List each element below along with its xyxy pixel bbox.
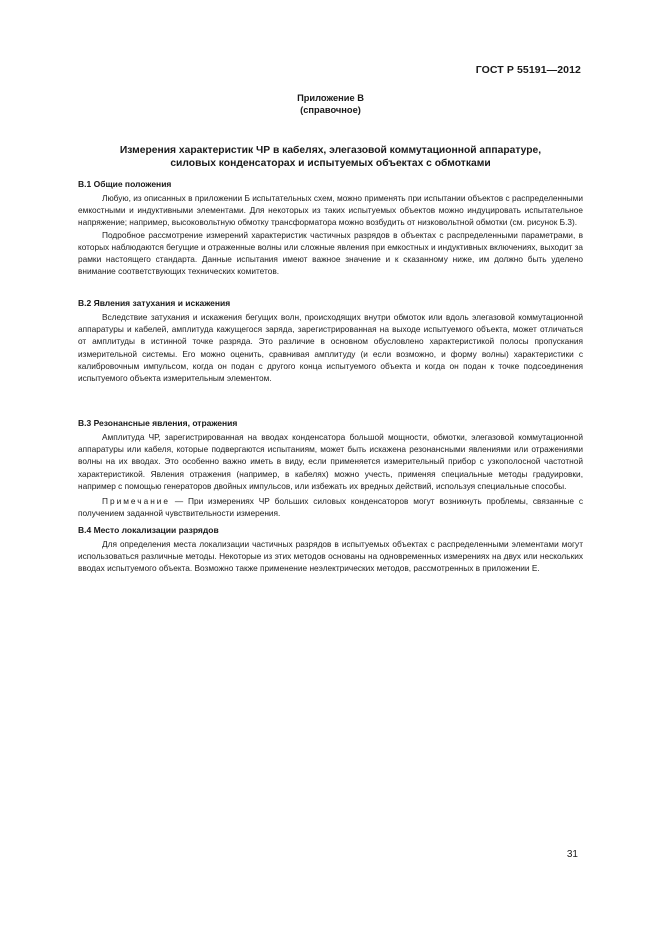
note-label: Примечание [102, 496, 171, 507]
appendix-heading [0, 92, 661, 116]
title-line-1: Измерения характеристик ЧР в кабелях, элегазовой коммутационной аппаратуре, [119, 145, 542, 156]
section-heading: В.2 Явления затухания и искажения [78, 298, 231, 308]
note-text: — При измерениях ЧР больших силовых конденсаторов могут возникнуть проблемы, связанные с получением заданной чувствительности измерения. [78, 496, 583, 519]
paragraph: Амплитуда ЧР, зарегистрированная на вводах конденсатора большой мощности, обмотки, элегазовой коммутационной аппаратуры или кабеля, которые подвергаются испытаниям, может быть искажена резонансными явлениями или отражениями волны на их вводах. Это особенно важно иметь в виду, если применяется измерительный прибор с узкополосной частотной характеристикой. Явления отражения (например, в кабелях) можно учесть, применяя специальные методы градуировки, например с помощью генераторов двойных импульсов, или избежать их вредных действий, используя специальные способы. [78, 432, 583, 491]
title-line-2: силовых конденсаторах и испытуемых объектах с обмотками [170, 157, 491, 169]
appendix-type: (справочное) [300, 105, 361, 115]
section-heading: В.1 Общие положения [78, 179, 172, 189]
paragraph: Любую, из описанных в приложении Б испытательных схем, можно применять при испытании объектов с распределенными емкостными и индуктивными элементами. Для некоторых из таких испытуемых объектов можно индуцировать испытательное напряжение; например, высоковольтную обмотку трансформатора можно возбудить от низковольтной обмотки (см. рисунок Б.3). [78, 193, 583, 228]
section-b1 [78, 179, 583, 277]
section-heading: В.4 Место локализации разрядов [78, 525, 219, 535]
appendix-title [60, 145, 601, 170]
section-b2 [78, 298, 583, 384]
page-number: 31 [566, 849, 578, 860]
paragraph: Вследствие затухания и искажения бегущих волн, происходящих внутри обмоток или вдоль элегазовой коммутационной аппаратуры и кабелей, амплитуда кажущегося заряда, зарегистрированная на выходе испытуемого объекта, может отличаться от амплитуды в истинной точке разряда. Это различие в основном обусловлено характеристикой полосы пропускания измерительной системы. Его можно оценить, сравнивая амплитуду (и если возможно, и форму волны) характеристики с калибровочным импульсом, когда он подан с другого конца испытуемого объекта и когда он подан к точке подсоединения испытуемого объекта измерительным элементом. [78, 312, 583, 384]
note [78, 495, 583, 519]
paragraph: Для определения места локализации частичных разрядов в испытуемых объектах с распределенными элементами могут использоваться различные методы. Некоторые из этих методов основаны на одновременных измерениях на двух или нескольких вводах испытуемого объекта. Возможно также применение неэлектрических методов, рассмотренных в приложении Е. [78, 539, 583, 574]
section-b4 [78, 525, 583, 575]
section-heading: В.3 Резонансные явления, отражения [78, 418, 238, 428]
appendix-label: Приложение В [297, 93, 364, 103]
section-b3 [78, 418, 583, 519]
paragraph: Подробное рассмотрение измерений характеристик частичных разрядов в объектах с распределенными параметрами, в которых наблюдаются бегущие и отраженные волны или сложные явления при емкостных и индуктивных включениях, выходит за рамки настоящего стандарта. Данные испытания имеют важное значение и к сказанному ниже, им должно быть уделено внимание соответствующих технических комитетов. [78, 229, 583, 277]
standard-number: ГОСТ Р 55191—2012 [475, 64, 581, 76]
